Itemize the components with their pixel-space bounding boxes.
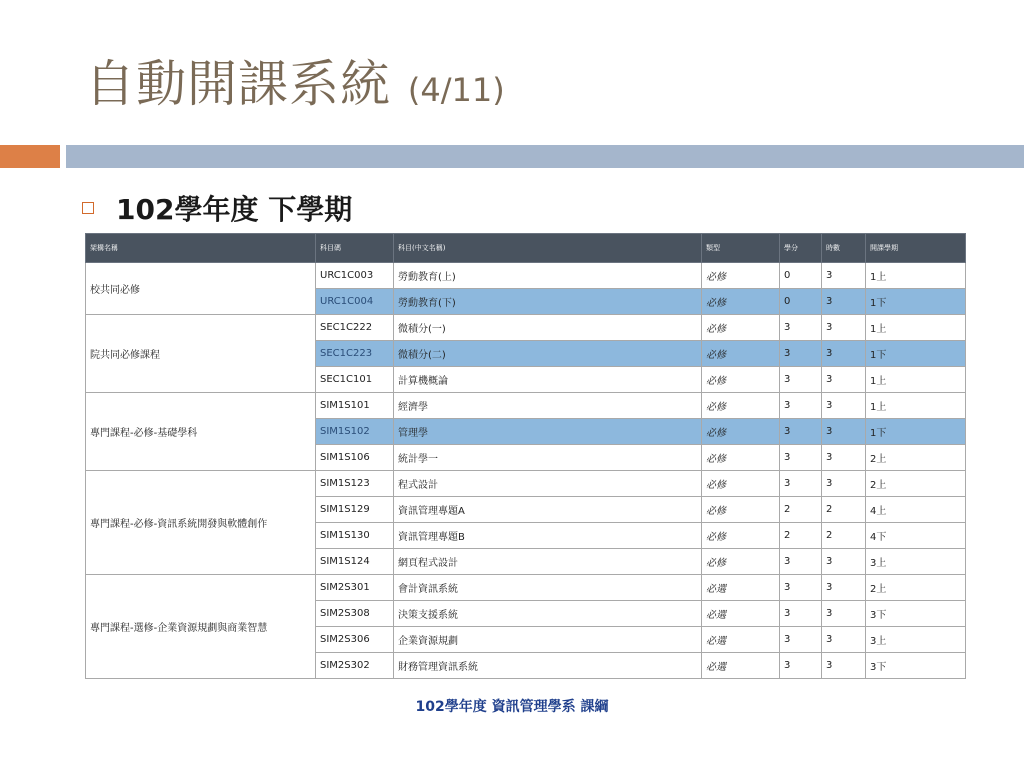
category-cell: 院共同必修課程 [86,315,316,393]
column-header: 學分 [780,234,822,263]
column-header: 科目碼 [316,234,394,263]
semester-cell: 3下 [866,653,966,679]
credits-cell: 3 [780,549,822,575]
table-row [86,575,966,601]
course-type-cell: 必修 [702,497,780,523]
semester-cell: 1上 [866,263,966,289]
course-type-cell: 必修 [702,445,780,471]
table-row [86,393,966,419]
semester-cell: 4下 [866,523,966,549]
credits-cell: 3 [780,367,822,393]
course-name-cell: 管理學 [394,419,702,445]
credits-cell: 3 [780,575,822,601]
bullet-item [82,188,352,228]
course-code-cell: URC1C003 [316,263,394,289]
course-type-cell: 必選 [702,627,780,653]
course-code-cell: SEC1C101 [316,367,394,393]
category-cell: 校共同必修 [86,263,316,315]
column-header: 時數 [822,234,866,263]
semester-cell: 4上 [866,497,966,523]
column-header: 開課學期 [866,234,966,263]
course-code-cell: SIM1S130 [316,523,394,549]
semester-cell: 2上 [866,471,966,497]
hours-cell: 3 [822,263,866,289]
course-type-cell: 必修 [702,419,780,445]
hours-cell: 3 [822,471,866,497]
curriculum-table [85,233,966,679]
course-name-cell: 資訊管理專題A [394,497,702,523]
course-name-cell: 資訊管理專題B [394,523,702,549]
course-name-cell: 計算機概論 [394,367,702,393]
course-type-cell: 必修 [702,393,780,419]
course-type-cell: 必修 [702,367,780,393]
accent-bar-orange [0,145,60,168]
hours-cell: 2 [822,497,866,523]
course-code-cell: SEC1C222 [316,315,394,341]
hours-cell: 2 [822,523,866,549]
credits-cell: 3 [780,393,822,419]
course-code-cell: SIM1S101 [316,393,394,419]
course-name-cell: 勞動教育(上) [394,263,702,289]
slide-title-main: 自動開課系統 [85,55,391,113]
credits-cell: 0 [780,289,822,315]
credits-cell: 3 [780,471,822,497]
course-type-cell: 必修 [702,289,780,315]
column-header: 類型 [702,234,780,263]
semester-cell: 1下 [866,419,966,445]
curriculum-table-container [85,233,965,679]
semester-cell: 2上 [866,445,966,471]
hours-cell: 3 [822,653,866,679]
course-code-cell: URC1C004 [316,289,394,315]
course-name-cell: 決策支援系統 [394,601,702,627]
table-body [86,263,966,679]
course-type-cell: 必選 [702,601,780,627]
course-name-cell: 網頁程式設計 [394,549,702,575]
table-header [86,234,966,263]
course-type-cell: 必選 [702,575,780,601]
semester-cell: 3上 [866,627,966,653]
credits-cell: 0 [780,263,822,289]
credits-cell: 3 [780,653,822,679]
credits-cell: 3 [780,419,822,445]
credits-cell: 3 [780,627,822,653]
slide-title [85,48,505,120]
hours-cell: 3 [822,341,866,367]
course-type-cell: 必修 [702,471,780,497]
semester-cell: 2上 [866,575,966,601]
course-code-cell: SIM2S302 [316,653,394,679]
course-code-cell: SIM1S124 [316,549,394,575]
column-header: 架構名稱 [86,234,316,263]
course-type-cell: 必修 [702,315,780,341]
semester-cell: 1下 [866,289,966,315]
accent-bar-blue [66,145,1024,168]
slide-title-page-indicator: (4/11) [407,71,505,109]
course-type-cell: 必修 [702,263,780,289]
course-code-cell: SIM1S123 [316,471,394,497]
course-name-cell: 企業資源規劃 [394,627,702,653]
course-name-cell: 財務管理資訊系統 [394,653,702,679]
table-row [86,471,966,497]
course-name-cell: 微積分(一) [394,315,702,341]
hours-cell: 3 [822,393,866,419]
semester-cell: 1上 [866,367,966,393]
course-name-cell: 統計學一 [394,445,702,471]
course-name-cell: 程式設計 [394,471,702,497]
course-type-cell: 必修 [702,523,780,549]
hours-cell: 3 [822,549,866,575]
course-code-cell: SIM2S306 [316,627,394,653]
semester-cell: 3上 [866,549,966,575]
course-type-cell: 必選 [702,653,780,679]
course-code-cell: SIM2S301 [316,575,394,601]
course-code-cell: SIM2S308 [316,601,394,627]
category-cell: 專門課程-必修-基礎學科 [86,393,316,471]
course-code-cell: SIM1S129 [316,497,394,523]
hours-cell: 3 [822,315,866,341]
table-header-row [86,234,966,263]
bullet-text: 102學年度 下學期 [116,193,353,226]
hours-cell: 3 [822,575,866,601]
category-cell: 專門課程-選修-企業資源規劃與商業智慧 [86,575,316,679]
table-row [86,315,966,341]
table-row [86,263,966,289]
credits-cell: 3 [780,315,822,341]
course-type-cell: 必修 [702,549,780,575]
hours-cell: 3 [822,445,866,471]
credits-cell: 3 [780,445,822,471]
credits-cell: 3 [780,341,822,367]
credits-cell: 2 [780,523,822,549]
category-cell: 專門課程-必修-資訊系統開發與軟體創作 [86,471,316,575]
course-code-cell: SEC1C223 [316,341,394,367]
course-name-cell: 勞動教育(下) [394,289,702,315]
table-caption: 102學年度 資訊管理學系 課綱 [415,699,609,715]
hollow-square-bullet-icon [82,202,94,214]
credits-cell: 2 [780,497,822,523]
course-code-cell: SIM1S106 [316,445,394,471]
credits-cell: 3 [780,601,822,627]
column-header: 科目(中文名稱) [394,234,702,263]
hours-cell: 3 [822,367,866,393]
semester-cell: 1下 [866,341,966,367]
semester-cell: 1上 [866,315,966,341]
hours-cell: 3 [822,419,866,445]
semester-cell: 1上 [866,393,966,419]
course-name-cell: 微積分(二) [394,341,702,367]
course-code-cell: SIM1S102 [316,419,394,445]
course-name-cell: 經濟學 [394,393,702,419]
hours-cell: 3 [822,289,866,315]
semester-cell: 3下 [866,601,966,627]
hours-cell: 3 [822,627,866,653]
course-name-cell: 會計資訊系統 [394,575,702,601]
hours-cell: 3 [822,601,866,627]
course-type-cell: 必修 [702,341,780,367]
